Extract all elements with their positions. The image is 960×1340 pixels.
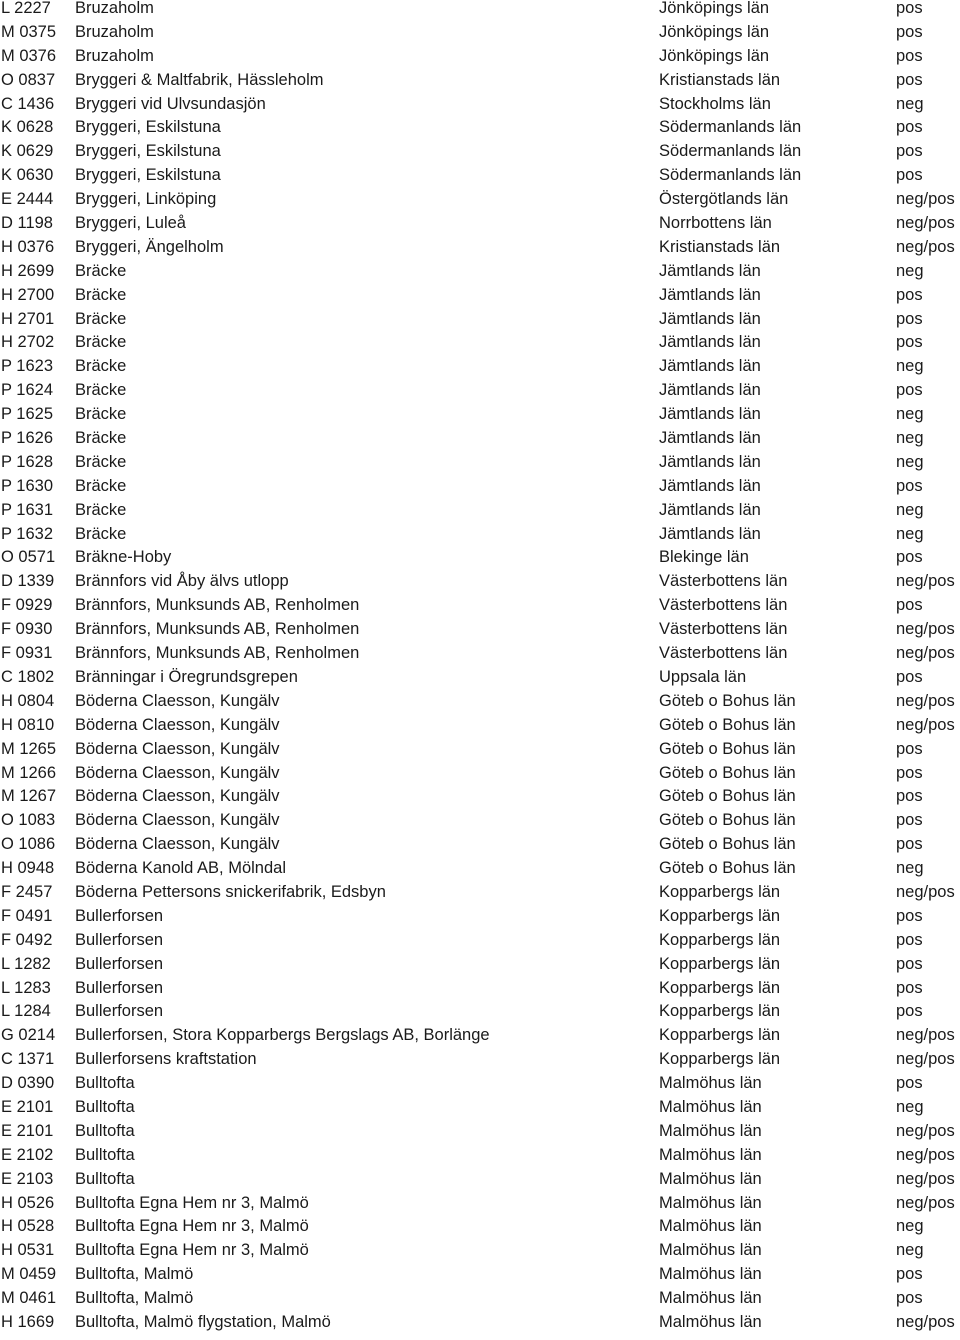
record-row — [0, 1144, 960, 1168]
record-name: Bulltofta Egna Hem nr 3, Malmö — [75, 1217, 309, 1236]
record-name: Bräcke — [75, 261, 127, 280]
record-id: M 1267 — [1, 787, 57, 806]
record-name: Brännfors, Munksunds AB, Renholmen — [75, 596, 360, 615]
record-row — [0, 379, 960, 403]
record-name: Brännfors vid Åby älvs utlopp — [75, 572, 289, 591]
record-status: pos — [896, 118, 923, 137]
record-id: H 2700 — [1, 285, 55, 304]
record-county: Västerbottens län — [659, 644, 788, 663]
record-row — [0, 260, 960, 284]
record-county: Göteb o Bohus län — [659, 763, 796, 782]
record-id: D 0390 — [1, 1074, 55, 1093]
record-name: Bryggeri, Eskilstuna — [75, 118, 221, 137]
record-row — [0, 666, 960, 690]
record-id: F 0930 — [1, 620, 53, 639]
record-row — [0, 570, 960, 594]
record-name: Bryggeri, Ängelholm — [75, 237, 224, 256]
record-county: Stockholms län — [659, 94, 771, 113]
record-name: Bulltofta Egna Hem nr 3, Malmö — [75, 1193, 309, 1212]
record-status: pos — [896, 309, 923, 328]
record-county: Kopparbergs län — [659, 906, 781, 925]
record-name: Bräcke — [75, 405, 127, 424]
record-name: Bryggeri vid Ulvsundasjön — [75, 94, 266, 113]
record-row — [0, 355, 960, 379]
record-status: pos — [896, 667, 923, 686]
record-county: Jönköpings län — [659, 46, 770, 65]
record-status: neg/pos — [896, 1050, 955, 1069]
record-row — [0, 785, 960, 809]
record-county: Göteb o Bohus län — [659, 859, 796, 878]
record-name: Bulltofta — [75, 1169, 135, 1188]
record-county: Malmöhus län — [659, 1121, 762, 1140]
record-county: Kopparbergs län — [659, 978, 781, 997]
record-name: Bulltofta, Malmö — [75, 1289, 194, 1308]
record-county: Kopparbergs län — [659, 930, 781, 949]
record-row — [0, 690, 960, 714]
record-id: P 1624 — [1, 381, 53, 400]
record-county: Kopparbergs län — [659, 954, 781, 973]
record-id: M 1265 — [1, 739, 57, 758]
record-county: Västerbottens län — [659, 620, 788, 639]
record-row — [0, 451, 960, 475]
record-county: Jämtlands län — [659, 357, 761, 376]
record-status: neg — [896, 405, 924, 424]
record-status: pos — [896, 381, 923, 400]
record-row — [0, 0, 960, 21]
record-status: neg/pos — [896, 572, 955, 591]
record-status: neg/pos — [896, 1121, 955, 1140]
record-row — [0, 69, 960, 93]
record-county: Jämtlands län — [659, 261, 761, 280]
record-row — [0, 1287, 960, 1311]
record-row — [0, 977, 960, 1001]
record-id: D 1339 — [1, 572, 55, 591]
record-id: P 1623 — [1, 357, 53, 376]
record-county: Jämtlands län — [659, 285, 761, 304]
record-row — [0, 546, 960, 570]
record-name: Bräcke — [75, 309, 127, 328]
record-row — [0, 1192, 960, 1216]
record-id: P 1625 — [1, 405, 53, 424]
record-county: Södermanlands län — [659, 166, 802, 185]
record-county: Malmöhus län — [659, 1265, 762, 1284]
record-name: Bryggeri, Luleå — [75, 214, 186, 233]
record-status: neg/pos — [896, 1026, 955, 1045]
record-county: Malmöhus län — [659, 1193, 762, 1212]
record-county: Malmöhus län — [659, 1097, 762, 1116]
record-name: Bruzaholm — [75, 22, 154, 41]
record-id: H 0526 — [1, 1193, 55, 1212]
record-status: pos — [896, 835, 923, 854]
record-id: M 1266 — [1, 763, 57, 782]
record-status: pos — [896, 906, 923, 925]
record-name: Bräcke — [75, 285, 127, 304]
record-row — [0, 929, 960, 953]
record-row — [0, 953, 960, 977]
record-county: Göteb o Bohus län — [659, 835, 796, 854]
record-row — [0, 284, 960, 308]
record-status: neg — [896, 261, 924, 280]
record-row — [0, 308, 960, 332]
record-row — [0, 93, 960, 117]
record-name: Bullerforsens kraftstation — [75, 1050, 257, 1069]
record-county: Uppsala län — [659, 667, 747, 686]
record-id: P 1630 — [1, 476, 53, 495]
record-id: M 0375 — [1, 22, 57, 41]
record-name: Bullerforsen — [75, 930, 164, 949]
record-county: Östergötlands län — [659, 190, 789, 209]
record-id: H 2699 — [1, 261, 55, 280]
record-status: pos — [896, 70, 923, 89]
record-id: K 0629 — [1, 142, 54, 161]
record-name: Bryggeri, Eskilstuna — [75, 142, 221, 161]
record-status: pos — [896, 811, 923, 830]
record-name: Böderna Claesson, Kungälv — [75, 835, 280, 854]
record-status: neg — [896, 1241, 924, 1260]
record-status: neg — [896, 500, 924, 519]
record-county: Kristianstads län — [659, 70, 781, 89]
record-id: H 0376 — [1, 237, 55, 256]
record-county: Jämtlands län — [659, 405, 761, 424]
record-row — [0, 762, 960, 786]
record-county: Södermanlands län — [659, 142, 802, 161]
record-row — [0, 212, 960, 236]
record-status: pos — [896, 548, 923, 567]
record-name: Böderna Pettersons snickerifabrik, Edsbyn — [75, 882, 386, 901]
record-row — [0, 1096, 960, 1120]
record-row — [0, 331, 960, 355]
record-name: Bräcke — [75, 381, 127, 400]
record-name: Bulltofta — [75, 1121, 135, 1140]
record-county: Göteb o Bohus län — [659, 715, 796, 734]
record-county: Södermanlands län — [659, 118, 802, 137]
record-id: E 2101 — [1, 1121, 54, 1140]
record-id: F 0491 — [1, 906, 53, 925]
record-name: Bryggeri, Eskilstuna — [75, 166, 221, 185]
record-id: M 0376 — [1, 46, 57, 65]
record-id: K 0628 — [1, 118, 54, 137]
record-county: Malmöhus län — [659, 1145, 762, 1164]
record-id: O 0571 — [1, 548, 56, 567]
record-name: Brännfors, Munksunds AB, Renholmen — [75, 620, 360, 639]
record-id: F 0931 — [1, 644, 53, 663]
record-status: pos — [896, 930, 923, 949]
record-name: Bräcke — [75, 452, 127, 471]
record-county: Malmöhus län — [659, 1312, 762, 1331]
record-status: neg — [896, 94, 924, 113]
record-name: Bräcke — [75, 500, 127, 519]
record-county: Malmöhus län — [659, 1169, 762, 1188]
record-county: Kristianstads län — [659, 237, 781, 256]
record-id: M 0459 — [1, 1265, 57, 1284]
record-status: pos — [896, 22, 923, 41]
record-name: Bullerforsen — [75, 1002, 164, 1021]
record-status: neg/pos — [896, 190, 955, 209]
record-county: Göteb o Bohus län — [659, 691, 796, 710]
record-id: E 2444 — [1, 190, 54, 209]
record-name: Bräcke — [75, 524, 127, 543]
record-row — [0, 236, 960, 260]
record-status: pos — [896, 142, 923, 161]
record-id: C 1802 — [1, 667, 55, 686]
record-row — [0, 1239, 960, 1263]
record-status: neg — [896, 357, 924, 376]
record-id: H 1669 — [1, 1312, 55, 1331]
record-name: Bulltofta — [75, 1074, 135, 1093]
record-status: pos — [896, 476, 923, 495]
record-id: F 0929 — [1, 596, 53, 615]
record-status: pos — [896, 763, 923, 782]
record-id: M 0461 — [1, 1289, 57, 1308]
record-status: neg/pos — [896, 214, 955, 233]
record-id: E 2102 — [1, 1145, 54, 1164]
record-status: pos — [896, 1074, 923, 1093]
record-county: Göteb o Bohus län — [659, 787, 796, 806]
record-status: neg/pos — [896, 620, 955, 639]
record-id: H 0810 — [1, 715, 55, 734]
record-county: Jämtlands län — [659, 309, 761, 328]
record-row — [0, 809, 960, 833]
record-id: H 0531 — [1, 1241, 55, 1260]
record-id: E 2101 — [1, 1097, 54, 1116]
record-row — [0, 188, 960, 212]
record-status: pos — [896, 285, 923, 304]
record-status: pos — [896, 739, 923, 758]
record-row — [0, 881, 960, 905]
record-status: pos — [896, 1265, 923, 1284]
record-county: Västerbottens län — [659, 596, 788, 615]
record-row — [0, 1120, 960, 1144]
record-id: D 1198 — [1, 214, 53, 233]
record-id: H 2701 — [1, 309, 55, 328]
record-status: pos — [896, 166, 923, 185]
record-row — [0, 594, 960, 618]
record-status: neg/pos — [896, 715, 955, 734]
record-id: C 1371 — [1, 1050, 55, 1069]
record-id: O 1086 — [1, 835, 56, 854]
record-id: H 0948 — [1, 859, 55, 878]
record-county: Malmöhus län — [659, 1241, 762, 1260]
record-name: Bräcke — [75, 333, 127, 352]
record-row — [0, 499, 960, 523]
record-name: Böderna Claesson, Kungälv — [75, 715, 280, 734]
record-id: P 1628 — [1, 452, 53, 471]
record-name: Brännfors, Munksunds AB, Renholmen — [75, 644, 360, 663]
record-status: neg/pos — [896, 882, 955, 901]
record-row — [0, 1263, 960, 1287]
record-name: Bräcke — [75, 476, 127, 495]
record-row — [0, 523, 960, 547]
record-id: P 1626 — [1, 429, 53, 448]
record-id: H 0804 — [1, 691, 55, 710]
record-status: pos — [896, 978, 923, 997]
record-name: Böderna Claesson, Kungälv — [75, 691, 280, 710]
record-name: Bullerforsen — [75, 978, 164, 997]
record-name: Bruzaholm — [75, 0, 154, 17]
record-name: Bullerforsen — [75, 954, 164, 973]
record-county: Västerbottens län — [659, 572, 788, 591]
record-name: Böderna Claesson, Kungälv — [75, 787, 280, 806]
record-id: K 0630 — [1, 166, 54, 185]
record-id: E 2103 — [1, 1169, 54, 1188]
record-name: Bullerforsen — [75, 906, 164, 925]
record-row — [0, 1311, 960, 1335]
record-row — [0, 1048, 960, 1072]
record-id: L 1284 — [1, 1002, 51, 1021]
record-row — [0, 1072, 960, 1096]
record-id: O 0837 — [1, 70, 56, 89]
record-id: F 0492 — [1, 930, 53, 949]
record-row — [0, 833, 960, 857]
record-id: L 2227 — [1, 0, 51, 17]
record-row — [0, 45, 960, 69]
record-county: Jämtlands län — [659, 500, 761, 519]
record-name: Böderna Claesson, Kungälv — [75, 763, 280, 782]
record-county: Kopparbergs län — [659, 1026, 781, 1045]
record-county: Jämtlands län — [659, 333, 761, 352]
record-status: neg — [896, 859, 924, 878]
record-county: Malmöhus län — [659, 1289, 762, 1308]
record-id: P 1631 — [1, 500, 53, 519]
record-row — [0, 1168, 960, 1192]
record-row — [0, 116, 960, 140]
record-status: neg/pos — [896, 1193, 955, 1212]
record-row — [0, 140, 960, 164]
record-name: Bryggeri, Linköping — [75, 190, 217, 209]
record-county: Blekinge län — [659, 548, 749, 567]
record-row — [0, 714, 960, 738]
record-county: Jönköpings län — [659, 0, 770, 17]
record-id: L 1283 — [1, 978, 51, 997]
record-row — [0, 475, 960, 499]
record-county: Göteb o Bohus län — [659, 811, 796, 830]
record-status: neg/pos — [896, 691, 955, 710]
record-county: Kopparbergs län — [659, 1050, 781, 1069]
record-row — [0, 1215, 960, 1239]
record-county: Kopparbergs län — [659, 882, 781, 901]
record-name: Bräkne-Hoby — [75, 548, 172, 567]
record-name: Bräcke — [75, 429, 127, 448]
record-status: neg — [896, 1217, 924, 1236]
record-id: H 0528 — [1, 1217, 55, 1236]
record-county: Jämtlands län — [659, 524, 761, 543]
record-status: neg/pos — [896, 1312, 955, 1331]
record-name: Bulltofta Egna Hem nr 3, Malmö — [75, 1241, 309, 1260]
record-id: H 2702 — [1, 333, 55, 352]
record-status: pos — [896, 333, 923, 352]
record-county: Jämtlands län — [659, 381, 761, 400]
record-row — [0, 738, 960, 762]
record-name: Bulltofta — [75, 1145, 135, 1164]
record-name: Bulltofta — [75, 1097, 135, 1116]
record-status: neg — [896, 524, 924, 543]
record-status: neg — [896, 452, 924, 471]
record-name: Böderna Kanold AB, Mölndal — [75, 859, 286, 878]
record-id: O 1083 — [1, 811, 56, 830]
record-name: Bryggeri & Maltfabrik, Hässleholm — [75, 70, 324, 89]
record-county: Jämtlands län — [659, 452, 761, 471]
record-county: Malmöhus län — [659, 1074, 762, 1093]
record-row — [0, 21, 960, 45]
record-id: F 2457 — [1, 882, 53, 901]
record-county: Jönköpings län — [659, 22, 770, 41]
record-county: Göteb o Bohus län — [659, 739, 796, 758]
record-status: pos — [896, 0, 923, 17]
record-row — [0, 403, 960, 427]
record-status: pos — [896, 46, 923, 65]
record-id: P 1632 — [1, 524, 53, 543]
record-row — [0, 642, 960, 666]
record-status: neg/pos — [896, 1145, 955, 1164]
record-name: Bullerforsen, Stora Kopparbergs Bergslags AB, Borlänge — [75, 1026, 490, 1045]
record-row — [0, 164, 960, 188]
record-status: neg/pos — [896, 237, 955, 256]
record-status: neg/pos — [896, 644, 955, 663]
record-status: pos — [896, 1289, 923, 1308]
record-county: Malmöhus län — [659, 1217, 762, 1236]
record-status: pos — [896, 596, 923, 615]
record-id: L 1282 — [1, 954, 51, 973]
record-name: Bräcke — [75, 357, 127, 376]
record-status: neg — [896, 1097, 924, 1116]
record-name: Bränningar i Öregrundsgrepen — [75, 667, 298, 686]
record-name: Bruzaholm — [75, 46, 154, 65]
record-status: neg — [896, 429, 924, 448]
record-id: C 1436 — [1, 94, 55, 113]
record-row — [0, 905, 960, 929]
record-row — [0, 618, 960, 642]
record-name: Bulltofta, Malmö — [75, 1265, 194, 1284]
record-name: Böderna Claesson, Kungälv — [75, 811, 280, 830]
record-id: G 0214 — [1, 1026, 56, 1045]
record-name: Böderna Claesson, Kungälv — [75, 739, 280, 758]
record-county: Jämtlands län — [659, 476, 761, 495]
record-status: neg/pos — [896, 1169, 955, 1188]
record-county: Norrbottens län — [659, 214, 772, 233]
record-status: pos — [896, 954, 923, 973]
record-county: Jämtlands län — [659, 429, 761, 448]
record-row — [0, 427, 960, 451]
record-name: Bulltofta, Malmö flygstation, Malmö — [75, 1312, 331, 1331]
record-row — [0, 857, 960, 881]
record-status: pos — [896, 1002, 923, 1021]
record-row — [0, 1024, 960, 1048]
record-row — [0, 1000, 960, 1024]
record-county: Kopparbergs län — [659, 1002, 781, 1021]
record-status: pos — [896, 787, 923, 806]
